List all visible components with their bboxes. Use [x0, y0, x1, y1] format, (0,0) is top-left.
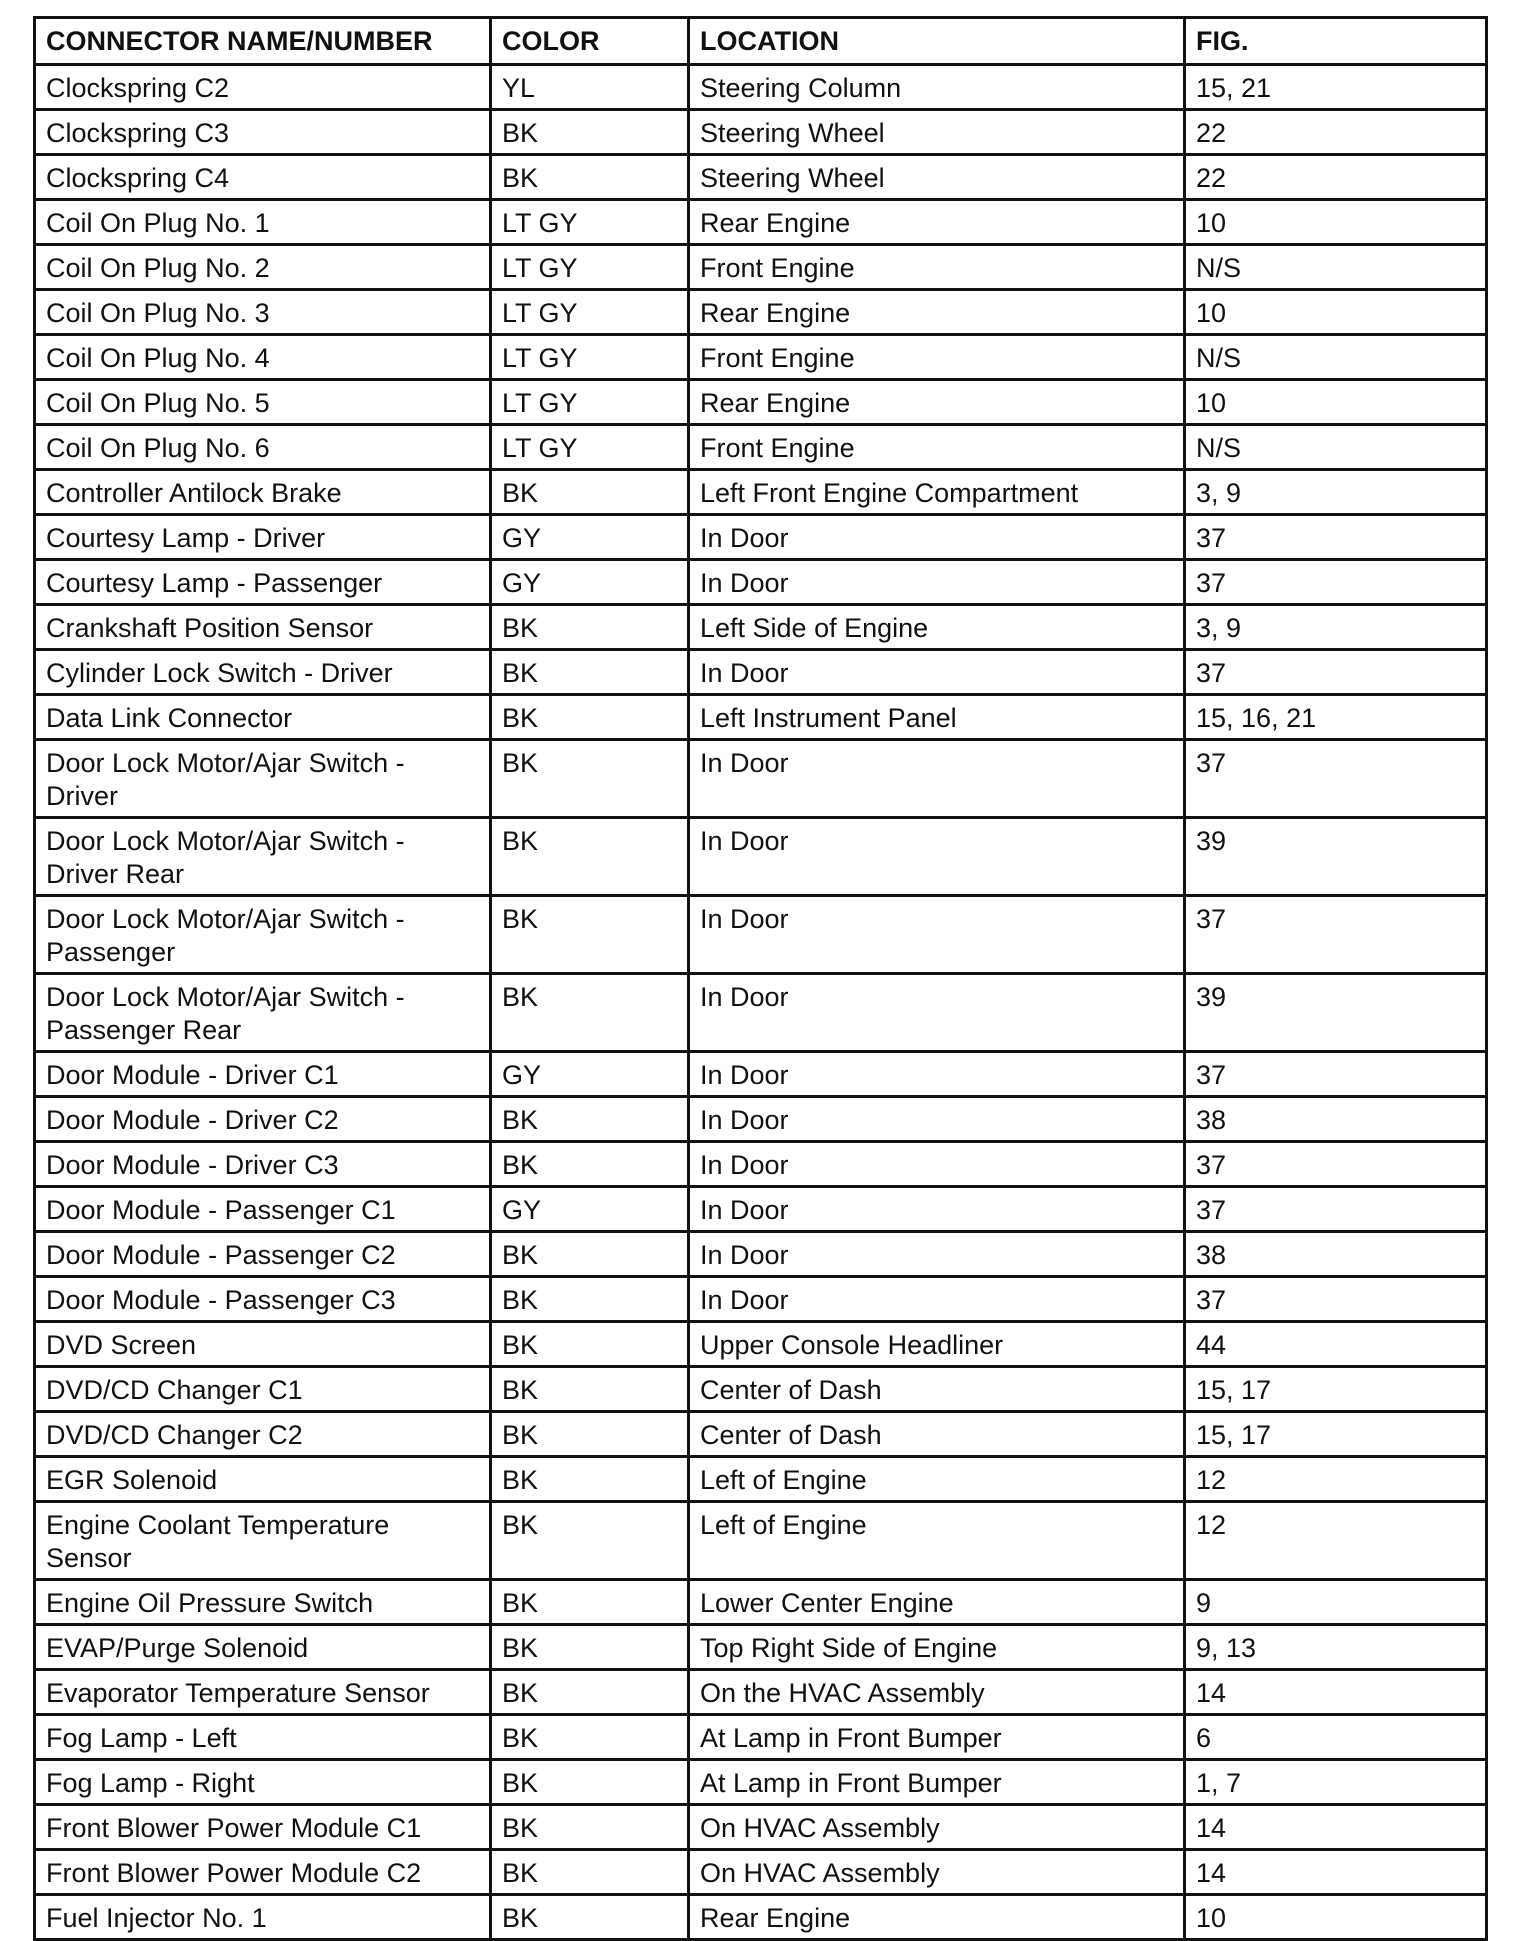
cell-location: Front Engine	[689, 335, 1185, 380]
cell-color: BK	[491, 740, 689, 818]
cell-fig: N/S	[1185, 245, 1487, 290]
cell-fig: 37	[1185, 1277, 1487, 1322]
cell-connector-name: Coil On Plug No. 4	[35, 335, 491, 380]
table-row	[35, 1277, 1487, 1322]
table-row	[35, 1412, 1487, 1457]
table-row	[35, 740, 1487, 818]
cell-color: BK	[491, 1277, 689, 1322]
cell-location: Rear Engine	[689, 290, 1185, 335]
cell-location: Left of Engine	[689, 1502, 1185, 1580]
cell-fig: 10	[1185, 1895, 1487, 1940]
cell-location: Center of Dash	[689, 1367, 1185, 1412]
cell-connector-name: Crankshaft Position Sensor	[35, 605, 491, 650]
cell-fig: 39	[1185, 818, 1487, 896]
cell-connector-name: Door Module - Driver C1	[35, 1052, 491, 1097]
cell-connector-name: Clockspring C4	[35, 155, 491, 200]
cell-location: In Door	[689, 650, 1185, 695]
cell-color: BK	[491, 896, 689, 974]
cell-color: LT GY	[491, 335, 689, 380]
cell-connector-name: Coil On Plug No. 6	[35, 425, 491, 470]
cell-fig: 3, 9	[1185, 470, 1487, 515]
cell-fig: 12	[1185, 1457, 1487, 1502]
cell-connector-name: Cylinder Lock Switch - Driver	[35, 650, 491, 695]
table-row	[35, 380, 1487, 425]
cell-connector-name: Front Blower Power Module C1	[35, 1805, 491, 1850]
table-row	[35, 1715, 1487, 1760]
table-row	[35, 605, 1487, 650]
header-color: COLOR	[491, 18, 689, 65]
cell-connector-name: DVD/CD Changer C1	[35, 1367, 491, 1412]
cell-fig: 14	[1185, 1670, 1487, 1715]
table-row	[35, 1850, 1487, 1895]
table-row	[35, 1625, 1487, 1670]
cell-fig: 10	[1185, 380, 1487, 425]
cell-connector-name: Door Lock Motor/Ajar Switch - Driver Rear	[35, 818, 491, 896]
table-row	[35, 470, 1487, 515]
cell-fig: N/S	[1185, 425, 1487, 470]
cell-location: Steering Wheel	[689, 155, 1185, 200]
cell-connector-name: Door Module - Passenger C2	[35, 1232, 491, 1277]
cell-color: BK	[491, 155, 689, 200]
table-row	[35, 1502, 1487, 1580]
table-row	[35, 515, 1487, 560]
cell-location: Top Right Side of Engine	[689, 1625, 1185, 1670]
table-row	[35, 896, 1487, 974]
table-body	[35, 65, 1487, 1940]
cell-color: BK	[491, 1232, 689, 1277]
cell-fig: N/S	[1185, 335, 1487, 380]
header-connector-name: CONNECTOR NAME/NUMBER	[35, 18, 491, 65]
cell-location: In Door	[689, 1277, 1185, 1322]
cell-connector-name: DVD Screen	[35, 1322, 491, 1367]
table-row	[35, 695, 1487, 740]
cell-location: Lower Center Engine	[689, 1580, 1185, 1625]
cell-connector-name: Engine Coolant Temperature Sensor	[35, 1502, 491, 1580]
cell-fig: 15, 17	[1185, 1367, 1487, 1412]
table-row	[35, 1895, 1487, 1940]
cell-connector-name: Coil On Plug No. 1	[35, 200, 491, 245]
table-row	[35, 1760, 1487, 1805]
cell-color: BK	[491, 1805, 689, 1850]
cell-location: Left of Engine	[689, 1457, 1185, 1502]
table-row	[35, 1232, 1487, 1277]
cell-fig: 37	[1185, 1187, 1487, 1232]
table-row	[35, 1670, 1487, 1715]
header-fig: FIG.	[1185, 18, 1487, 65]
cell-fig: 9, 13	[1185, 1625, 1487, 1670]
table-row	[35, 65, 1487, 110]
cell-connector-name: Fog Lamp - Left	[35, 1715, 491, 1760]
cell-location: Front Engine	[689, 425, 1185, 470]
cell-color: BK	[491, 1580, 689, 1625]
cell-fig: 14	[1185, 1850, 1487, 1895]
table-row	[35, 1457, 1487, 1502]
cell-fig: 10	[1185, 200, 1487, 245]
cell-fig: 3, 9	[1185, 605, 1487, 650]
cell-fig: 22	[1185, 110, 1487, 155]
table-row	[35, 1367, 1487, 1412]
cell-color: LT GY	[491, 425, 689, 470]
cell-connector-name: Data Link Connector	[35, 695, 491, 740]
table-row	[35, 200, 1487, 245]
cell-fig: 12	[1185, 1502, 1487, 1580]
cell-fig: 10	[1185, 290, 1487, 335]
cell-fig: 15, 21	[1185, 65, 1487, 110]
table-row	[35, 290, 1487, 335]
cell-location: Rear Engine	[689, 200, 1185, 245]
cell-location: On HVAC Assembly	[689, 1850, 1185, 1895]
table-row	[35, 974, 1487, 1052]
cell-connector-name: Controller Antilock Brake	[35, 470, 491, 515]
cell-color: BK	[491, 974, 689, 1052]
cell-connector-name: EGR Solenoid	[35, 1457, 491, 1502]
cell-color: BK	[491, 1142, 689, 1187]
table-row	[35, 335, 1487, 380]
cell-color: BK	[491, 650, 689, 695]
cell-fig: 37	[1185, 560, 1487, 605]
cell-color: LT GY	[491, 290, 689, 335]
cell-location: Steering Column	[689, 65, 1185, 110]
cell-location: Center of Dash	[689, 1412, 1185, 1457]
cell-location: Left Instrument Panel	[689, 695, 1185, 740]
cell-fig: 37	[1185, 896, 1487, 974]
cell-color: BK	[491, 1097, 689, 1142]
cell-color: GY	[491, 560, 689, 605]
cell-connector-name: Door Module - Driver C2	[35, 1097, 491, 1142]
cell-location: On the HVAC Assembly	[689, 1670, 1185, 1715]
table-row	[35, 1097, 1487, 1142]
cell-fig: 37	[1185, 650, 1487, 695]
cell-fig: 39	[1185, 974, 1487, 1052]
cell-location: In Door	[689, 1232, 1185, 1277]
cell-location: Rear Engine	[689, 380, 1185, 425]
header-row	[35, 18, 1487, 65]
cell-location: In Door	[689, 1052, 1185, 1097]
cell-connector-name: Fuel Injector No. 1	[35, 1895, 491, 1940]
cell-connector-name: EVAP/Purge Solenoid	[35, 1625, 491, 1670]
cell-color: BK	[491, 1625, 689, 1670]
table-row	[35, 1580, 1487, 1625]
connector-table	[33, 16, 1488, 1941]
cell-fig: 1, 7	[1185, 1760, 1487, 1805]
cell-fig: 15, 17	[1185, 1412, 1487, 1457]
cell-location: Steering Wheel	[689, 110, 1185, 155]
cell-connector-name: Courtesy Lamp - Passenger	[35, 560, 491, 605]
table-row	[35, 425, 1487, 470]
cell-color: LT GY	[491, 245, 689, 290]
cell-location: Left Side of Engine	[689, 605, 1185, 650]
cell-color: GY	[491, 1052, 689, 1097]
cell-location: On HVAC Assembly	[689, 1805, 1185, 1850]
cell-connector-name: Evaporator Temperature Sensor	[35, 1670, 491, 1715]
cell-connector-name: Door Module - Driver C3	[35, 1142, 491, 1187]
cell-color: GY	[491, 515, 689, 560]
cell-connector-name: Coil On Plug No. 2	[35, 245, 491, 290]
cell-color: BK	[491, 1412, 689, 1457]
cell-color: LT GY	[491, 200, 689, 245]
table-row	[35, 110, 1487, 155]
cell-connector-name: DVD/CD Changer C2	[35, 1412, 491, 1457]
cell-color: BK	[491, 1457, 689, 1502]
cell-connector-name: Front Blower Power Module C2	[35, 1850, 491, 1895]
cell-location: In Door	[689, 1097, 1185, 1142]
cell-location: In Door	[689, 515, 1185, 560]
cell-connector-name: Engine Oil Pressure Switch	[35, 1580, 491, 1625]
cell-connector-name: Courtesy Lamp - Driver	[35, 515, 491, 560]
cell-fig: 9	[1185, 1580, 1487, 1625]
cell-connector-name: Clockspring C2	[35, 65, 491, 110]
cell-location: Upper Console Headliner	[689, 1322, 1185, 1367]
table-row	[35, 1052, 1487, 1097]
cell-fig: 14	[1185, 1805, 1487, 1850]
cell-color: LT GY	[491, 380, 689, 425]
cell-location: Left Front Engine Compartment	[689, 470, 1185, 515]
cell-location: In Door	[689, 818, 1185, 896]
cell-location: At Lamp in Front Bumper	[689, 1760, 1185, 1805]
table-row	[35, 1142, 1487, 1187]
cell-location: In Door	[689, 974, 1185, 1052]
cell-fig: 37	[1185, 515, 1487, 560]
cell-color: GY	[491, 1187, 689, 1232]
cell-location: In Door	[689, 1187, 1185, 1232]
cell-connector-name: Door Module - Passenger C3	[35, 1277, 491, 1322]
table-row	[35, 650, 1487, 695]
cell-color: YL	[491, 65, 689, 110]
cell-color: BK	[491, 1715, 689, 1760]
cell-color: BK	[491, 818, 689, 896]
cell-location: In Door	[689, 1142, 1185, 1187]
cell-fig: 44	[1185, 1322, 1487, 1367]
table-row	[35, 1322, 1487, 1367]
table-row	[35, 245, 1487, 290]
cell-color: BK	[491, 1367, 689, 1412]
table-row	[35, 1187, 1487, 1232]
cell-location: In Door	[689, 740, 1185, 818]
cell-connector-name: Coil On Plug No. 5	[35, 380, 491, 425]
cell-location: Front Engine	[689, 245, 1185, 290]
cell-location: At Lamp in Front Bumper	[689, 1715, 1185, 1760]
cell-connector-name: Coil On Plug No. 3	[35, 290, 491, 335]
cell-location: In Door	[689, 896, 1185, 974]
cell-color: BK	[491, 110, 689, 155]
cell-connector-name: Door Lock Motor/Ajar Switch - Driver	[35, 740, 491, 818]
table-row	[35, 818, 1487, 896]
cell-color: BK	[491, 1850, 689, 1895]
connector-table-sheet	[33, 16, 1485, 1941]
cell-color: BK	[491, 470, 689, 515]
cell-connector-name: Clockspring C3	[35, 110, 491, 155]
table-row	[35, 155, 1487, 200]
table-row	[35, 560, 1487, 605]
cell-fig: 38	[1185, 1232, 1487, 1277]
cell-fig: 37	[1185, 740, 1487, 818]
cell-connector-name: Door Module - Passenger C1	[35, 1187, 491, 1232]
cell-fig: 37	[1185, 1142, 1487, 1187]
cell-fig: 15, 16, 21	[1185, 695, 1487, 740]
cell-color: BK	[491, 1760, 689, 1805]
cell-fig: 22	[1185, 155, 1487, 200]
cell-color: BK	[491, 605, 689, 650]
header-location: LOCATION	[689, 18, 1185, 65]
cell-connector-name: Door Lock Motor/Ajar Switch - Passenger	[35, 896, 491, 974]
cell-connector-name: Door Lock Motor/Ajar Switch - Passenger Rear	[35, 974, 491, 1052]
cell-color: BK	[491, 1895, 689, 1940]
cell-location: Rear Engine	[689, 1895, 1185, 1940]
cell-color: BK	[491, 1502, 689, 1580]
cell-color: BK	[491, 1322, 689, 1367]
cell-fig: 37	[1185, 1052, 1487, 1097]
cell-fig: 38	[1185, 1097, 1487, 1142]
table-row	[35, 1805, 1487, 1850]
cell-fig: 6	[1185, 1715, 1487, 1760]
cell-color: BK	[491, 1670, 689, 1715]
cell-color: BK	[491, 695, 689, 740]
cell-location: In Door	[689, 560, 1185, 605]
cell-connector-name: Fog Lamp - Right	[35, 1760, 491, 1805]
